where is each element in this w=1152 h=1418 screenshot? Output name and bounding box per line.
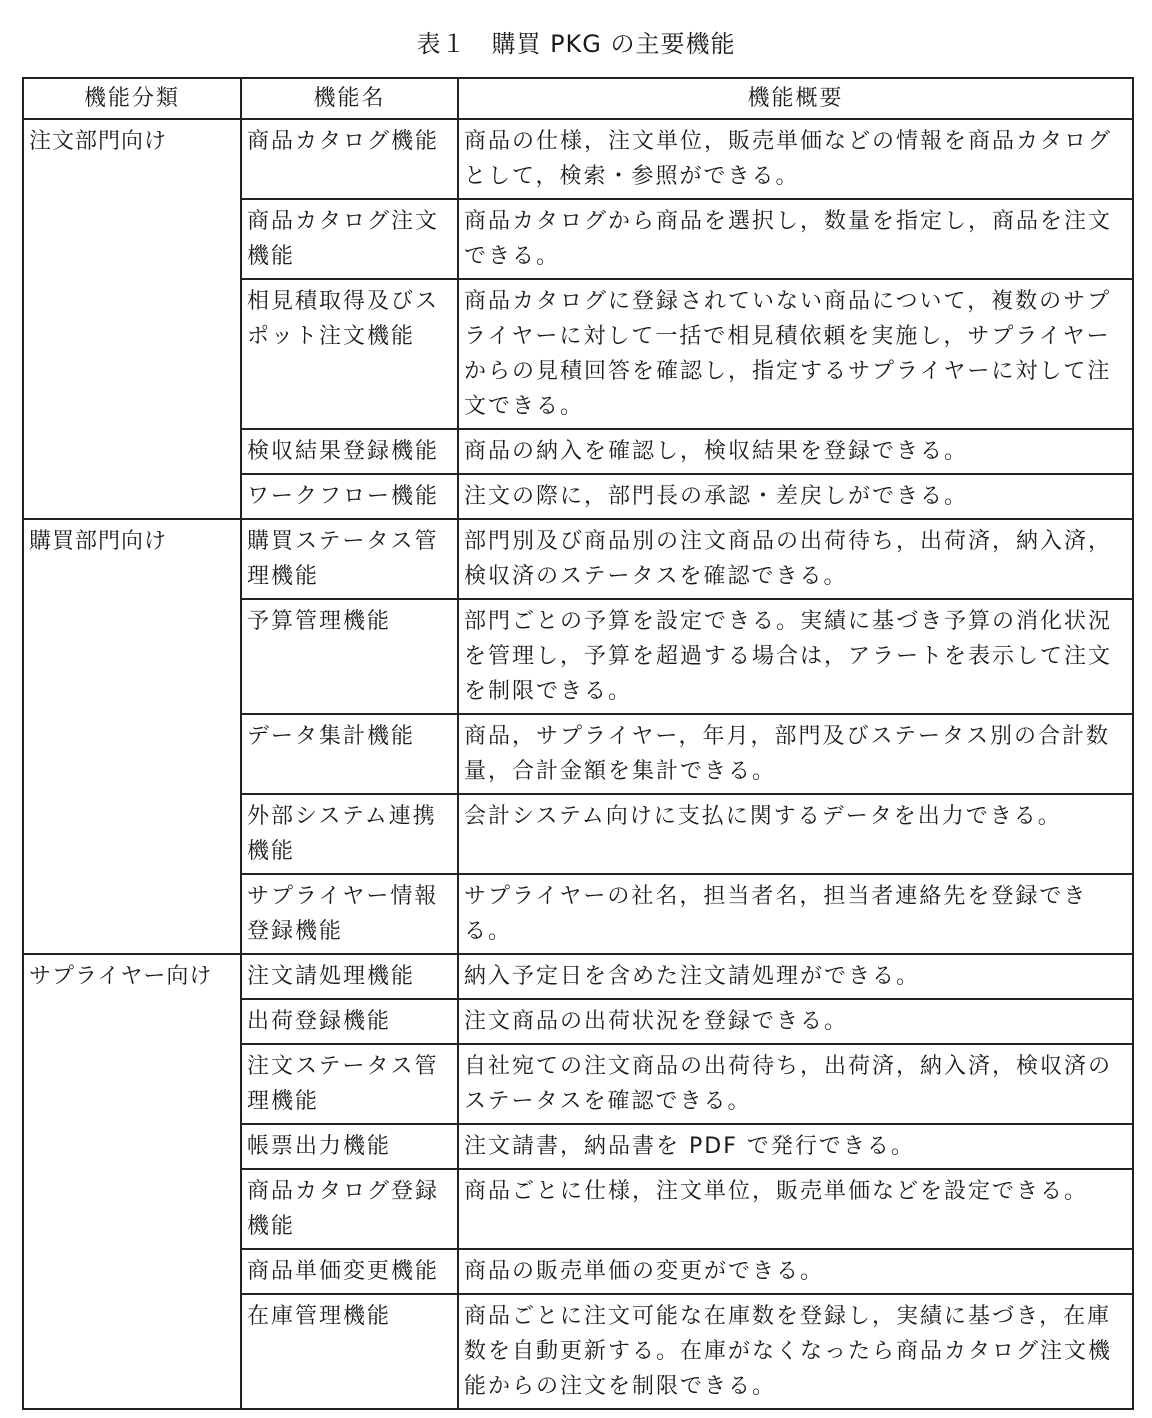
function-name-cell: 出荷登録機能 <box>241 999 458 1044</box>
category-cell: サプライヤー向け <box>23 954 241 1409</box>
function-summary-cell: 商品の納入を確認し，検収結果を登録できる。 <box>458 429 1133 474</box>
function-table <box>22 77 1134 1410</box>
function-summary-cell: 商品カタログから商品を選択し，数量を指定し，商品を注文できる。 <box>458 199 1133 279</box>
header-category: 機能分類 <box>23 78 241 119</box>
function-summary-cell: 部門ごとの予算を設定できる。実績に基づき予算の消化状況を管理し，予算を超過する場合は，アラートを表示して注文を制限できる。 <box>458 599 1133 714</box>
function-summary-cell: 注文の際に，部門長の承認・差戻しができる。 <box>458 474 1133 519</box>
function-summary-cell: 商品，サプライヤー，年月，部門及びステータス別の合計数量，合計金額を集計できる。 <box>458 714 1133 794</box>
function-summary-cell: 商品カタログに登録されていない商品について，複数のサプライヤーに対して一括で相見積依頼を実施し，サプライヤーからの見積回答を確認し，指定するサプライヤーに対して注文できる。 <box>458 279 1133 429</box>
function-name-cell: 在庫管理機能 <box>241 1294 458 1409</box>
table-row <box>23 954 1133 999</box>
table-row <box>23 519 1133 599</box>
function-name-cell: 商品カタログ機能 <box>241 119 458 199</box>
header-function-summary: 機能概要 <box>458 78 1133 119</box>
function-name-cell: 注文ステータス管理機能 <box>241 1044 458 1124</box>
function-name-cell: 相見積取得及びスポット注文機能 <box>241 279 458 429</box>
function-summary-cell: 会計システム向けに支払に関するデータを出力できる。 <box>458 794 1133 874</box>
function-name-cell: 外部システム連携機能 <box>241 794 458 874</box>
function-name-cell: 商品カタログ注文機能 <box>241 199 458 279</box>
function-summary-cell: 自社宛ての注文商品の出荷待ち，出荷済，納入済，検収済のステータスを確認できる。 <box>458 1044 1133 1124</box>
function-name-cell: 帳票出力機能 <box>241 1124 458 1169</box>
header-function-name: 機能名 <box>241 78 458 119</box>
function-summary-cell: 納入予定日を含めた注文請処理ができる。 <box>458 954 1133 999</box>
function-summary-cell: 注文請書，納品書を PDF で発行できる。 <box>458 1124 1133 1169</box>
table-header-row <box>23 78 1133 119</box>
function-summary-cell: 注文商品の出荷状況を登録できる。 <box>458 999 1133 1044</box>
function-summary-cell: 商品ごとに仕様，注文単位，販売単価などを設定できる。 <box>458 1169 1133 1249</box>
function-name-cell: 商品カタログ登録機能 <box>241 1169 458 1249</box>
function-summary-cell: サプライヤーの社名，担当者名，担当者連絡先を登録できる。 <box>458 874 1133 954</box>
function-summary-cell: 部門別及び商品別の注文商品の出荷待ち，出荷済，納入済，検収済のステータスを確認できる。 <box>458 519 1133 599</box>
function-name-cell: ワークフロー機能 <box>241 474 458 519</box>
function-summary-cell: 商品ごとに注文可能な在庫数を登録し，実績に基づき，在庫数を自動更新する。在庫がなくなったら商品カタログ注文機能からの注文を制限できる。 <box>458 1294 1133 1409</box>
table-row <box>23 119 1133 199</box>
function-summary-cell: 商品の販売単価の変更ができる。 <box>458 1249 1133 1294</box>
function-name-cell: データ集計機能 <box>241 714 458 794</box>
function-name-cell: サプライヤー情報登録機能 <box>241 874 458 954</box>
function-summary-cell: 商品の仕様，注文単位，販売単価などの情報を商品カタログとして，検索・参照ができる。 <box>458 119 1133 199</box>
category-cell: 購買部門向け <box>23 519 241 954</box>
category-cell: 注文部門向け <box>23 119 241 519</box>
function-name-cell: 購買ステータス管理機能 <box>241 519 458 599</box>
function-name-cell: 注文請処理機能 <box>241 954 458 999</box>
function-name-cell: 商品単価変更機能 <box>241 1249 458 1294</box>
function-name-cell: 予算管理機能 <box>241 599 458 714</box>
function-name-cell: 検収結果登録機能 <box>241 429 458 474</box>
table-caption: 表１ 購買 PKG の主要機能 <box>416 30 736 58</box>
